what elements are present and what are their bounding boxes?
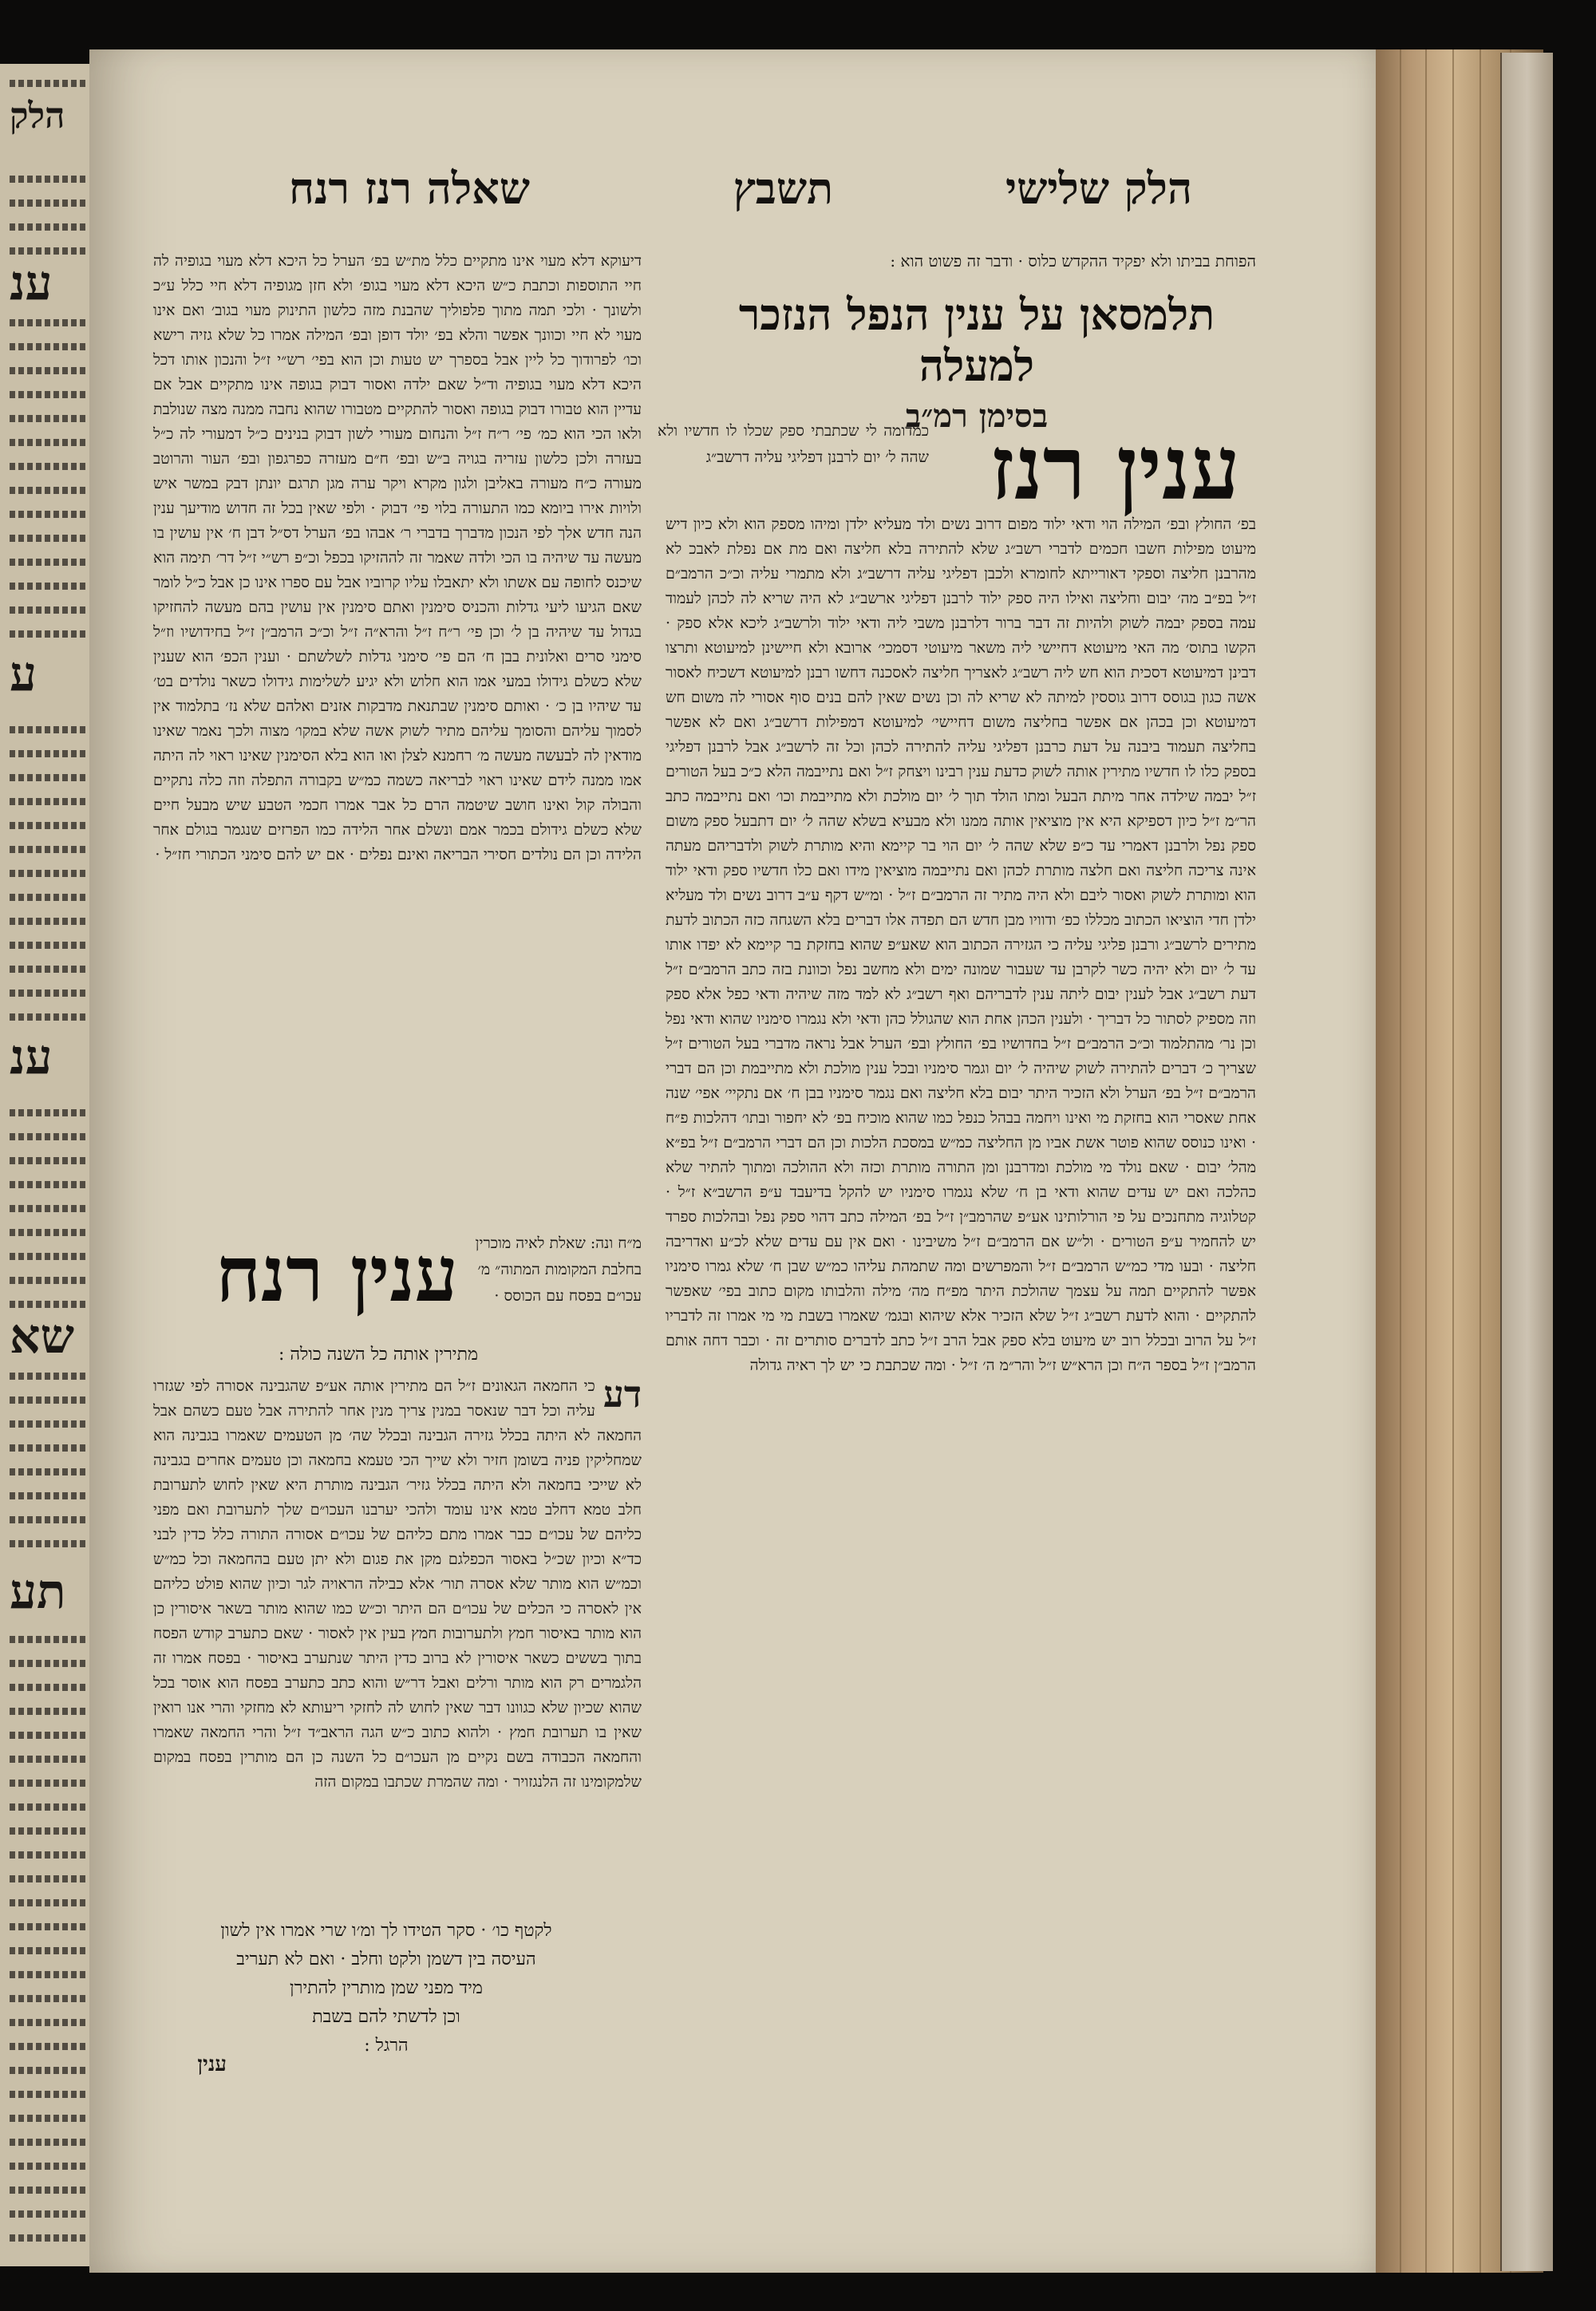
section-subtitle: בסימן רמ״ב [905, 397, 1049, 435]
closing-line: וכן לדשתי להם בשבת [312, 2007, 460, 2027]
left-page-text-line [10, 319, 86, 326]
catchword: ענין [197, 2052, 227, 2076]
left-page-text-line [10, 1971, 86, 1978]
left-page-text-line [10, 822, 86, 829]
header-question-numbers: שאלה רנז רנח [288, 163, 530, 214]
left-page-text-line [10, 1636, 86, 1643]
left-page-text-line [10, 1277, 86, 1284]
left-page-text-line [10, 630, 86, 638]
left-page-text-line [10, 439, 86, 446]
left-page-text-line [10, 918, 86, 925]
left-page-text-line [10, 80, 86, 87]
ruling-258: מתירין אותה כל השנה כולה : [278, 1345, 479, 1365]
header-part: הלק שלישי [1005, 163, 1192, 214]
left-page-heading: ע [10, 646, 37, 702]
left-page-text-line [10, 2091, 86, 2098]
left-page-heading: שא [10, 1309, 75, 1365]
left-page-text-line [10, 606, 86, 614]
left-page-text-line [10, 2043, 86, 2050]
left-page-text-line [10, 1732, 86, 1739]
left-page-text-line [10, 1492, 86, 1499]
left-page-text-line [10, 798, 86, 805]
body-257-continuation: דיעוקא דלא מעוי אינו מתקיים כלל מת״ש בפ׳ הערל כל היכא דלא מעוי בגופיה לה חיי התוספות וכתבת כ״ש היכא דלא מעוי בגופ׳ ולא חזן מגופיה דלא חיי כלל ע״כ ולשונך · ולכי תמה מתוך פלפוליך שהבנת מזה כלשון התינוק מעוי בגוב׳ ואם אינו מעוי לא חיי וכוונך אפשר והלא בפ׳ יולד דופן ובפ׳ המילה אמרו כל שלא גזיה רישא וכו׳ לפרודוך כל ליין אבל בספרך יש טעות וכן הוא בפי׳ רש״י ז״ל והנכון אותו דכל היכא דלא מעוי בגופיה וד״ל שאם ילדה ואסור דבוק בגופה אינו מתקיים אבל אם עדיין הוא טבורו דבוק בגופה ואסור להתקיים מטבורו שהוא נחבה ממנה מצה שנולבת ולאו הכי הוא כמ׳ פי׳ ר״ח ז״ל והנחום מעורי לשון דבוק בנינים כ״ל דמעורי לה כ״ל בעזרה ולכן כלשון עזריה בגויה ב״ש ובפ׳ ח״ם מעזרה כפרגפון ובפ׳ העור והרוטב מעורה כ״ח מעורה באליבן ולגון מקרא ויקר ערה מגן תרגם יונתן דבק במשר איש ולויות אירו ביומא כמו התעורה בלוי פי׳ דבוק · ולפי שאין בכל זה חדוש מודיעך ענין הנה חדש אלך לפי הנכון מדברך בדברי ר׳ אבהו בפ׳ הערל דס״ל דבן ח׳ אין עושין בו מעשה עד שיהיה בו הכי ולדה שאמר זה לההזיקו בכפל וכ״פ רש״י ז״ל דר׳ תימה הוא שיכנס לחופה עם אשתו ולא יתאבלו עליו קרוביו אבל עם ספרו אינו כן אבל כ״ל לומר שאם הגיעו ליעי גדלות והכניס סימנין ואתם סימנין אין עושין בהם מעשה להחזיקו בגדול עד שיהיה בן ל׳ וכן פי׳ ר״ח ז״ל והרא״ה ז״ל וכ״כ הרמב״ן ז״ל בחידושיו וז״ל סימני סרים ואלונית בבן ח׳ הם פי׳ סימני גדלות לשלשתם · וענין הכפ׳ הוא שענין שלא כשלם גידולו במעי אמו הוא חלוש ולא יגיע לשלימות גידולו כשאר נולדים בט׳ עד שיהיו בן כ׳ · ואותם סימנין שבתנאת מדבקות אזנים ואלהם שלא נז׳ בתלמוד אין לסמוך עליהם והסומך עליהם מתיר לשוק אשה שלא במקו׳ מצוה ולכך נאמר שאינו מודאין לה לבעשה מעשה מ׳ רחמנא לצלן ואו הוא בלא הסימנין שאינו ראוי לה היתה אמו ממנה לידם שאינו ראוי לבריאה כשמה כמ״ש בקבורה התפלה וזה כלה נתקיים והבולה קול ואינו חושב שיטמה הרם כל אבר אמרו חכמי הטבע שיש מבעל חיים שלא כשלם גידולם בכמר אמם ונשלם אחר הלידה כמו הפרזים שנגמר בגולם אחר הלידה וכן הם נולדים חסירי הבריאה ואינם נפלים · אם יש להם סימני הכתורי חז״ל · [153, 252, 642, 863]
left-page-text-line [10, 1013, 86, 1021]
left-page-text-line [10, 1396, 86, 1404]
intro-257: כמדומה לי שכתבתי ספק שכלו לו חדשיו ולא שהה ל׳ יום לרבנן דפליגי עליה דרשב״ג [658, 422, 929, 466]
left-page-text-line [10, 199, 86, 207]
left-page-text-line [10, 367, 86, 374]
closing-line: מיד מפני שמן מותרין להתירן [290, 1978, 483, 1998]
closing-line: העיסה בין דשמן ולקט וחלב · ואם לא תעריב [236, 1950, 536, 1969]
right-column [697, 249, 1256, 437]
header-book-title: תשבץ [733, 163, 833, 214]
left-page-text-line [10, 1923, 86, 1930]
left-page-text-line [10, 1756, 86, 1763]
left-page-text-line [10, 1780, 86, 1787]
left-page-text-line [10, 1660, 86, 1667]
left-page-heading: ענ [10, 255, 53, 311]
left-page-text-line [10, 990, 86, 997]
left-page-text-line [10, 1516, 86, 1523]
closing-lines [179, 1917, 594, 2060]
running-header [89, 152, 1376, 239]
left-page-heading: ענ [10, 1029, 53, 1085]
left-page-text-line [10, 176, 86, 183]
book-page [89, 49, 1376, 2273]
top-line: הפוחת בביתו ולא יפקיד ההקדש כלוס · ודבר זה פשוט הוא : [890, 251, 1256, 271]
left-page-text-line [10, 1229, 86, 1236]
left-page-text-line [10, 774, 86, 781]
left-page-text-line [10, 870, 86, 877]
left-page-text-line [10, 463, 86, 470]
left-page-heading: תע [10, 1564, 66, 1620]
left-page-text-line [10, 2115, 86, 2122]
left-facing-page [0, 64, 92, 2266]
book-cover-board [1500, 53, 1553, 2271]
heading-257: ענין רנז [990, 417, 1240, 519]
left-page-text-line [10, 1708, 86, 1715]
left-page-text-line [10, 1827, 86, 1835]
left-page-text-line [10, 726, 86, 733]
left-page-text-line [10, 1995, 86, 2002]
heading-258: ענין רנח [215, 1229, 458, 1319]
left-page-text-line [10, 2210, 86, 2218]
closing-line: הרגל : [364, 2036, 409, 2056]
body-258-text: כי החמאה הגאונים ז״ל הם מתירין אותה אע״פ שהגבינה אסורה לפי שגזרו עליה וכל דבר שנאסר במנין צריך מנין אחר להתירה אבל טעם כשהם אבל החמאה לא היתה בכלל גזירה הגבינה ובכלל שה׳ מן הטעמים שאמרו בגבינה הוא שמחליקין פניה בשומן חזיר ולא שייך הכי טעמא בחמאה וכן טעמים אחרים בגבינה לא שייכי בחמאה ולא היתה בכלל גזיר׳ הגבינה מותרת היא שאין לחוש לתערובת חלב טמא דחלב טמא אינו עומד ולהכי יערבנו העכו״ם שלך לתערובת ואם מפני כליהם של עכו״ם כבר אמרו מתם כליהם של עכו״ם אסורה התורה כלל כדין לבני כד״א וכיון שכ״ל באסור הכפלגם מקן את פגום ולא יתן טעם בהחמאה וכל כמ״ש וכמ״ש הוא מותר שלא אסרה תור׳ אלא כבילה הראויה לגר וכיון שהוא פולט כליהם אין לאסרה כי הכלים של עכו״ם הם היתר וכ״ש כמו שהוא מותר בשאר איסורין כן הוא מותר באיסור חמץ ולתערובות חמץ בעין אין לאסור · שאם כתערב קודש הפסח בתוך בששים כשאר איסורין לא ברוב כדין היתר שנתערב באיסור · בפסח אמרו זה הלגמרים רק הוא מותר ורלים ואבל דר״ש והוא כתב כתערב בפסח הוא אוסר בכל שהוא שכיון שלא כגוונו דבר שאין לחוש לה לחזקי ריעותא לא מחזקי והרי אנו רואין שאין בו תערובת חמץ · ולהוא כתוב כ״ש הגה הראב״ד ז״ל והרי החמאה שאמרו והחמאה הכבודה בשם נקיים מן העכו״ם כל השנה כן הם מותרין בפסח במקום שלמקומינו זה הלנגזויר · ומה שהמרת שכתבו במקום הזה [153, 1377, 642, 1791]
left-page-text-line [10, 2019, 86, 2026]
left-page-text-line [10, 535, 86, 542]
left-page-text-line [10, 894, 86, 901]
left-page-text-line [10, 1444, 86, 1452]
dropcap-258: דע [602, 1374, 642, 1416]
left-page-text-line [10, 1468, 86, 1475]
left-page-text-line [10, 1373, 86, 1380]
left-page-text-line [10, 966, 86, 973]
left-page-text-line [10, 1253, 86, 1260]
closing-line: לקטף כו׳ · סקר הטידו לך ומ׳ו שרי אמרו אין לשון [220, 1921, 552, 1941]
left-page-text-line [10, 846, 86, 853]
left-page-text-line [10, 1540, 86, 1547]
left-page-heading: הלק [10, 96, 65, 136]
left-page-text-line [10, 415, 86, 422]
left-page-text-line [10, 391, 86, 398]
left-page-text-line [10, 1157, 86, 1164]
left-page-text-line [10, 1205, 86, 1212]
body-258 [153, 1374, 642, 1909]
left-page-text-line [10, 583, 86, 590]
section-title: תלמסאן על ענין הנפל הנזכר למעלה [738, 289, 1215, 391]
left-page-text-line [10, 2187, 86, 2194]
body-257: בפ׳ החולץ ובפ׳ המילה הוי ודאי ילוד מפום דרוב נשים ולד מעליא ילדן ומיהו מספק הוא ולא כיון דיש מיעוט מפילות חשבו חכמים לדברי רשב״ג שלא להתירה בלא חליצה ואם מת אם נפלת לאבכ לא מהרבנן חליצה וספקי דאורייתא לחומרא ולכבן דפליגי עליה דרשב״ג ולא מתמרי עליה וכ״כ הרמב״ם ז״ל בפ״ב מה׳ יבום וחליצה ואילו היה ספק ילוד לרבנן דפליגי ארשב״ג לא היה שריא לה לכהן לעמוד עמה בספק יבמה לשוק ולהיות זה דבר ברור דלרבנן משבי ליה ודאי ילוד ולרשב״ג ליכא אלא ספק · הקשו בתוס׳ מה האי מיעוטא דחיישי ליה משאר מיעוטי דסמכי׳ ארובא ולא חיישינן למיעוטא ותרצו דבינן דמיעוטא דסכית הוא חש ליה רשב״ג לאצריך חליצה לאסכנה דחשו רבנן למיעוטא דשכיח לאסור אשה כגון בגוסס דרוב גוססין למיתה לא שריא לה וכן נשים שאין להם בנים סוף אסורי לה משום חש דמיעוטא וכן בכהן אם אפשר בחליצה משום דחיישי׳ למיעוטא דמפילות דרשב״ג ואם לא אפשר בחליצה תעמוד ביבנה על דעת כרבנן דפליגי עליה להתירה לכהן וכל זה לרשב״ג אבל לרבנן דפליגי בספק כלו לו חדשיו מתירין אותה לשוק כדעת ענין רבינו ויצחק ז״ל ואם נתייבמה הלא כ״כ בעל הטורים ז״ל יבמה שילדה אחר מיתת הבעל ומתו הולד תוך ל׳ יום מולכת ולא מתייבמת וכו׳ ואם נתייבמה כתב הר״מ ז״ל כיון דספיקא היא אין מוציאין אותה ממנו ולא מבעיא בשלא שהה ל׳ יום דתבעל ספק משום ספק נפל ולרבנן דאמרי עד כ״פ שלא שהה ל׳ יום הוי בר קיימא והיא מותרת לשוק ולדבריהם מעתה אינה צריכה חליצה ואם חלצה מותרת לכהן ואם נתייבמה מוציאין מידו ואם כלו חדשיו ספק ודאי ילוד הוא ומותרת לשוק ואסור ליבם ולא היה מתיר זה הרמב״ם ז״ל · ומ״ש דקף ע״ב דרוב נשים ולד מעליא ילדן חדי הוציאו הכתוב מכללו כפ׳ ודוויו מבן חדש הם תפדה אלו דברים בלא השגחה כזה הכתוב לדעת מתירים לרשב״ג ורבנן פליגי עליה כי הגזירה הכתוב הוא שאע״פ שהוא בחזקת בר קיימא לא יפדו אותו עד ל׳ יום ולא יהיה כשר לקרבן עד שעבור שמונה ימים ולא מחשב נפל וכוונת בזה כתב הרמב״ם ז״ל דעת רשב״ג אבל לענין יבום ליתה ענין לדבריהם ואף רשב״ג לא למד מזה שיהיה ודאי כפל אלא ספק וזה מספיק לסתור כל דבריך · ולענין הכהן אחת הוא שהגולל כהן ודאי ולא נגמרו סימניו שהוא ודאי נפל וכן נר׳ מהתלמוד וכ״כ הרמב״ם ז״ל בחדושיו בפ׳ החולץ ובפ׳ הערל אבל נראה מדברי בעל הטורים ז״ל שצריך כ׳ דברים להתירה לשוק שיהיה ל׳ יום וגמר סימניו ובכל ענין מולכת ולא מתייבמת וכן הם דברי הרמב״ם ז״ל בפ׳ הערל ולא הזכיר היתר יבום בלא חליצה ואם נגמר סימניו בבן ח׳ אם נתקיי׳ אפי׳ שנה אחת שאסרי הוא בחזקת מי ואינו ויחמה בבהל כנפל כמו שהוא מוכיח בפ׳ לא יחפור ובתו׳ דהלכות פ״ח · ואינו כנוסס שהוא פוטר אשת אביו מן החליצה כמ״ש במסכת הלכות וכן הם דברי הרמב״ם ז״ל בפ״א מהל׳ יבום · שאם נולד מי מולכת ומדרבנן ומן התורה מותרת וכזה ולא ההולכה ומתוך להתיר שלא כהלכה ואם יש עדים שהוא ודאי בן ח׳ שלא נגמרו סימניו יש להקל בדיעבד ע״פ הרשב״א ז״ל · קטלוגיה מתחנכים על פי הורלותינו אע״פ שהרמב״ן ז״ל בפ׳ המילה כתב דהוי ספק נפל ובהלכות ספרד יש להחמיר ע״פ הטורים · ול״ש אם הרמב״ם ז״ל משיבינו · ואם אין עם עדים שלא לכ״ע ואדריבה חליצה · ובעו מדי כמ״ש הרמב״ם ז״ל והמפרשים ומה שתמהת עליהו כמ״ש שבן ח׳ שלא גמרו סימניו אפשר להתקיים תמה על עצמך שהולכת היתר מפ״ח מה׳ מילה והלבותו מקום כתוב בפי׳ שאפשר להתקיים · והוא לדעת רשב״ג ז״ל שלא הזכיר אלא שיהוא ובגמ׳ שאמרו בשבת מי מי אמרו זה לדבריו ז״ל על הרוב ובכלל רוב יש מיעוט בלא ספק אבל הרב ז״ל כתב לדברים סותרים זה · וכבר דחה אותם הרמב״ן ז״ל בספר ה״ח וכן הרא״ש ז״ל והר״מ ה׳ ז״ל · ומה שכתבת כי יש לך ראיה גדולה [666, 516, 1256, 1374]
left-page-text-line [10, 559, 86, 566]
left-page-text-line [10, 1109, 86, 1116]
left-page-text-line [10, 942, 86, 949]
left-page-text-line [10, 1301, 86, 1308]
left-page-text-line [10, 247, 86, 255]
left-page-text-line [10, 1899, 86, 1906]
left-page-text-line [10, 2234, 86, 2242]
left-page-text-line [10, 1875, 86, 1882]
left-page-text-line [10, 1133, 86, 1140]
left-page-text-line [10, 750, 86, 757]
left-page-text-line [10, 1181, 86, 1188]
left-page-text-strip [3, 64, 86, 2266]
left-page-text-line [10, 487, 86, 494]
left-page-text-line [10, 343, 86, 350]
left-page-text-line [10, 1851, 86, 1859]
left-page-text-line [10, 1803, 86, 1811]
left-page-text-line [10, 1420, 86, 1428]
left-page-text-line [10, 2067, 86, 2074]
left-page-text-line [10, 223, 86, 231]
left-page-text-line [10, 1947, 86, 1954]
left-page-text-line [10, 2139, 86, 2146]
left-page-text-line [10, 2163, 86, 2170]
question-258: מ״ח ונה: שאלת לאיה מוכרין בחלבת המקומות המתוה״ מ׳ עכו״ם בפסח עם הכוסס · [475, 1235, 642, 1305]
left-page-text-line [10, 1684, 86, 1691]
left-page-text-line [10, 511, 86, 518]
